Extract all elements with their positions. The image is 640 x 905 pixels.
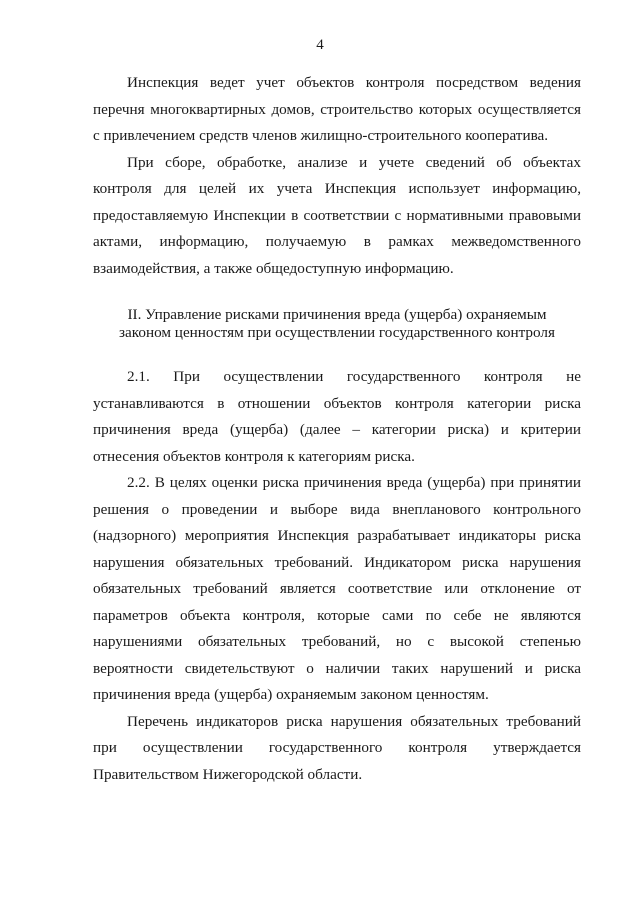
paragraph-information-sources: При сборе, обработке, анализе и учете сведений об объектах контроля для целей их учета Инспекция использует информацию, предоставляемую Инспекции в соответствии с нормативными правовыми актами, информацию, получаемую в рамках межведомственного взаимодействия, а также общедоступную информацию. xyxy=(93,153,581,277)
paragraph-2-2: 2.2. В целях оценки риска причинения вреда (ущерба) при принятии решения о проведении и выборе вида внепланового контрольного (надзорного) мероприятия Инспекция разрабатывает индикаторы риска нарушения обязательных требований. Индикатором риска нарушения обязательных требований является соответствие или отклонение от параметров объекта контроля, которые сами по себе не являются нарушениями обязательных требований, но с высокой степенью вероятности свидетельствуют о наличии таких нарушений и риска причинения вреда (ущерба) охраняемым законом ценностям. xyxy=(93,474,581,703)
section-heading xyxy=(93,306,581,342)
section-heading-line-2: законом ценностям при осуществлении государственного контроля xyxy=(119,324,555,341)
page-number: 4 xyxy=(316,37,324,53)
paragraph-indicators-list: Перечень индикаторов риска нарушения обязательных требований при осуществлении государственного контроля утверждается Правительством Нижегородской области. xyxy=(93,712,581,783)
paragraph-registry: Инспекция ведет учет объектов контроля посредством ведения перечня многоквартирных домов, строительство которых осуществляется с привлечением средств членов жилищно-строительного кооператива. xyxy=(93,74,581,144)
paragraph-2-1: 2.1. При осуществлении государственного контроля не устанавливаются в отношении объектов контроля категории риска причинения вреда (ущерба) (далее – категории риска) и критерии отнесения объектов контроля к категориям риска. xyxy=(93,368,581,465)
document-body xyxy=(93,70,581,788)
section-heading-line-1: II. Управление рисками причинения вреда (ущерба) охраняемым xyxy=(127,306,547,323)
